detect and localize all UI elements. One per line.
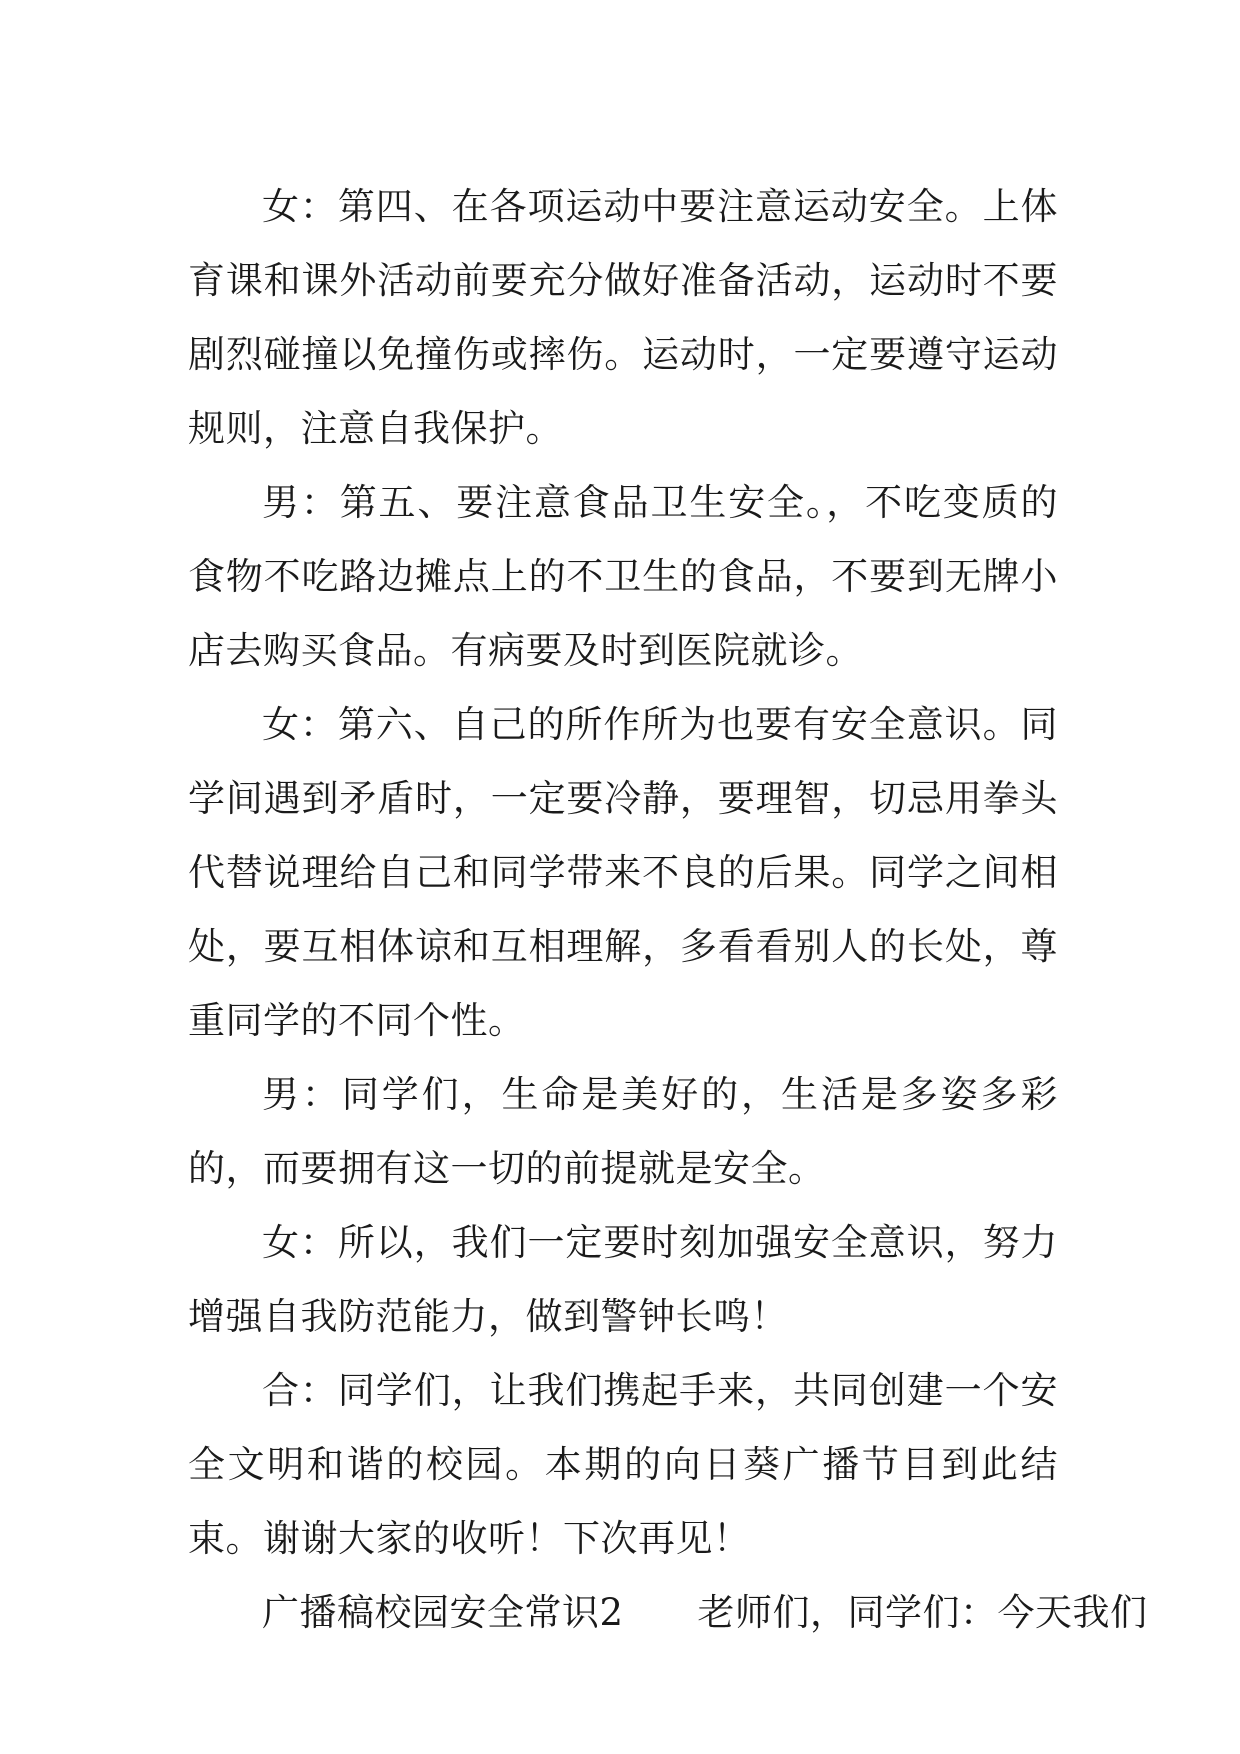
paragraph-female-6: 女：第六、自己的所作所为也要有安全意识。同学间遇到矛盾时，一定要冷静，要理智，切忌用拳头代替说理给自己和同学带来不良的后果。同学之间相处，要互相体谅和互相理解，多看看别人的长处，尊重同学的不同个性。	[188, 703, 1058, 1042]
paragraph-female-closing: 女：所以，我们一定要时刻加强安全意识，努力增强自我防范能力，做到警钟长鸣！	[188, 1221, 1058, 1338]
document-body	[188, 170, 1148, 1650]
paragraph-female-4: 女：第四、在各项运动中要注意运动安全。上体育课和课外活动前要充分做好准备活动，运动时不要剧烈碰撞以免撞伤或摔伤。运动时，一定要遵守运动规则，注意自我保护。	[188, 185, 1058, 450]
paragraph-male-closing: 男：同学们，生命是美好的，生活是多姿多彩的，而要拥有这一切的前提就是安全。	[188, 1073, 1058, 1190]
paragraph-together-closing: 合：同学们，让我们携起手来，共同创建一个安全文明和谐的校园。本期的向日葵广播节目到此结束。谢谢大家的收听！下次再见！	[188, 1369, 1058, 1560]
section-heading-line	[188, 1576, 1148, 1650]
section-title: 广播稿校园安全常识2	[262, 1591, 624, 1634]
paragraph-male-5: 男：第五、要注意食品卫生安全。，不吃变质的食物不吃路边摊点上的不卫生的食品，不要到无牌小店去购买食品。有病要及时到医院就诊。	[188, 481, 1058, 672]
section-start-text: 老师们，同学们：今天我们	[697, 1591, 1148, 1634]
